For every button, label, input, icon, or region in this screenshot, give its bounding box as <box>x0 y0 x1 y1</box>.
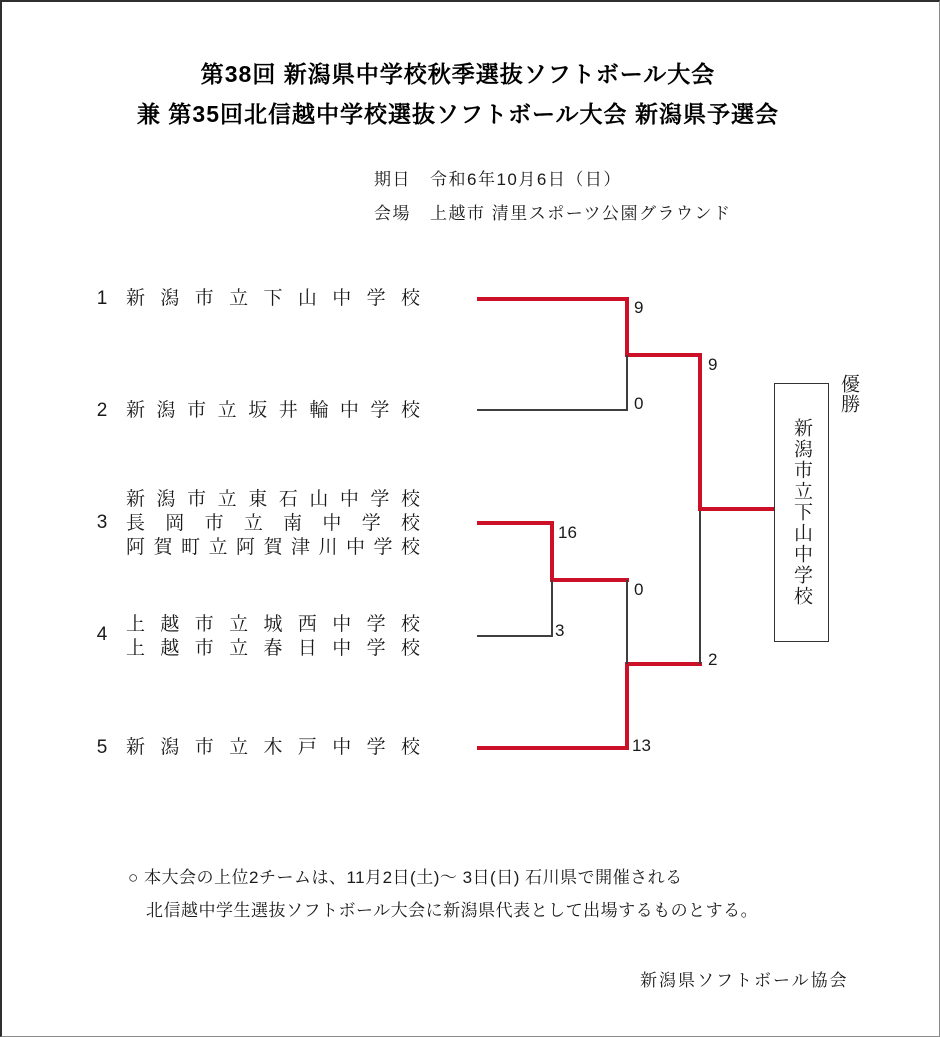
team-4-name <box>126 613 420 661</box>
score-match1-team1: 9 <box>634 298 644 317</box>
champion-label: 優勝 <box>838 374 859 414</box>
score-final-top: 9 <box>708 355 718 374</box>
seed-3: 3 <box>96 512 108 533</box>
team-2-name <box>126 399 420 423</box>
seed-4: 4 <box>96 624 108 645</box>
score-match1-team2: 0 <box>634 394 644 413</box>
score-final-bottom: 2 <box>708 650 718 669</box>
champion-name: 新潟市立下山中学校 <box>791 418 812 607</box>
champion-box <box>774 383 829 642</box>
team-name-line: 新潟市立坂井輪中学校 <box>126 400 420 421</box>
bracket-line-final-vert-lose <box>699 511 701 664</box>
team-name-line: 新潟市立木戸中学校 <box>126 737 420 758</box>
date-label: 期日 <box>374 170 411 189</box>
bracket-line-semifinal-vert-win <box>625 662 629 750</box>
team-name-line: 新潟市立下山中学校 <box>126 288 420 309</box>
bracket-line-match1-vert-win <box>625 297 629 357</box>
page-title-line1: 第38回 新潟県中学校秋季選抜ソフトボール大会 <box>200 61 716 87</box>
team-name-line: 阿賀町立阿賀津川中学校 <box>126 537 420 558</box>
score-semifinal-top: 0 <box>634 580 644 599</box>
bracket-line-semifinal-winner <box>625 662 702 666</box>
date-value: 令和6年10月6日（日） <box>430 170 622 189</box>
team-name-line: 長岡市立南中学校 <box>126 513 420 534</box>
bracket-line-semifinal-vert-lose <box>626 580 628 664</box>
seed-1: 1 <box>96 288 108 309</box>
team-1-name <box>126 287 420 311</box>
bracket-line-team5 <box>477 746 629 750</box>
score-semifinal-team5: 13 <box>632 736 651 755</box>
venue-label: 会場 <box>374 204 411 223</box>
bracket-line-match2-winner <box>550 578 629 582</box>
score-match2-team3: 16 <box>558 523 577 542</box>
bracket-line-team2 <box>477 409 627 411</box>
bracket-line-team4 <box>477 635 552 637</box>
team-5-name <box>126 736 420 760</box>
seed-2: 2 <box>96 400 108 421</box>
bracket-line-match2-vert-win <box>550 521 554 582</box>
page-title-line2: 兼 第35回北信越中学校選抜ソフトボール大会 新潟県予選会 <box>137 101 779 127</box>
bracket-line-team3 <box>477 521 554 525</box>
bracket-line-champion <box>698 507 774 511</box>
bracket-line-team1 <box>477 297 629 301</box>
team-name-line: 新潟市立東石山中学校 <box>126 489 420 510</box>
team-3-name <box>126 488 420 560</box>
bracket-line-match1-winner <box>625 353 702 357</box>
score-match2-team4: 3 <box>555 621 565 640</box>
note-line1: ○ 本大会の上位2チームは、11月2日(土)～ 3日(日) 石川県で開催される <box>128 868 683 887</box>
team-name-line: 上越市立春日中学校 <box>126 638 420 659</box>
seed-5: 5 <box>96 737 108 758</box>
bracket-line-final-vert-win <box>698 353 702 511</box>
organization-name: 新潟県ソフトボール協会 <box>640 971 849 990</box>
bracket-line-match2-vert-lose <box>551 580 553 637</box>
bracket-line-match1-vert-lose <box>626 355 628 411</box>
team-name-line: 上越市立城西中学校 <box>126 614 420 635</box>
venue-value: 上越市 清里スポーツ公園グラウンド <box>430 204 732 223</box>
note-line2: 北信越中学生選抜ソフトボール大会に新潟県代表として出場するものとする。 <box>146 901 759 920</box>
